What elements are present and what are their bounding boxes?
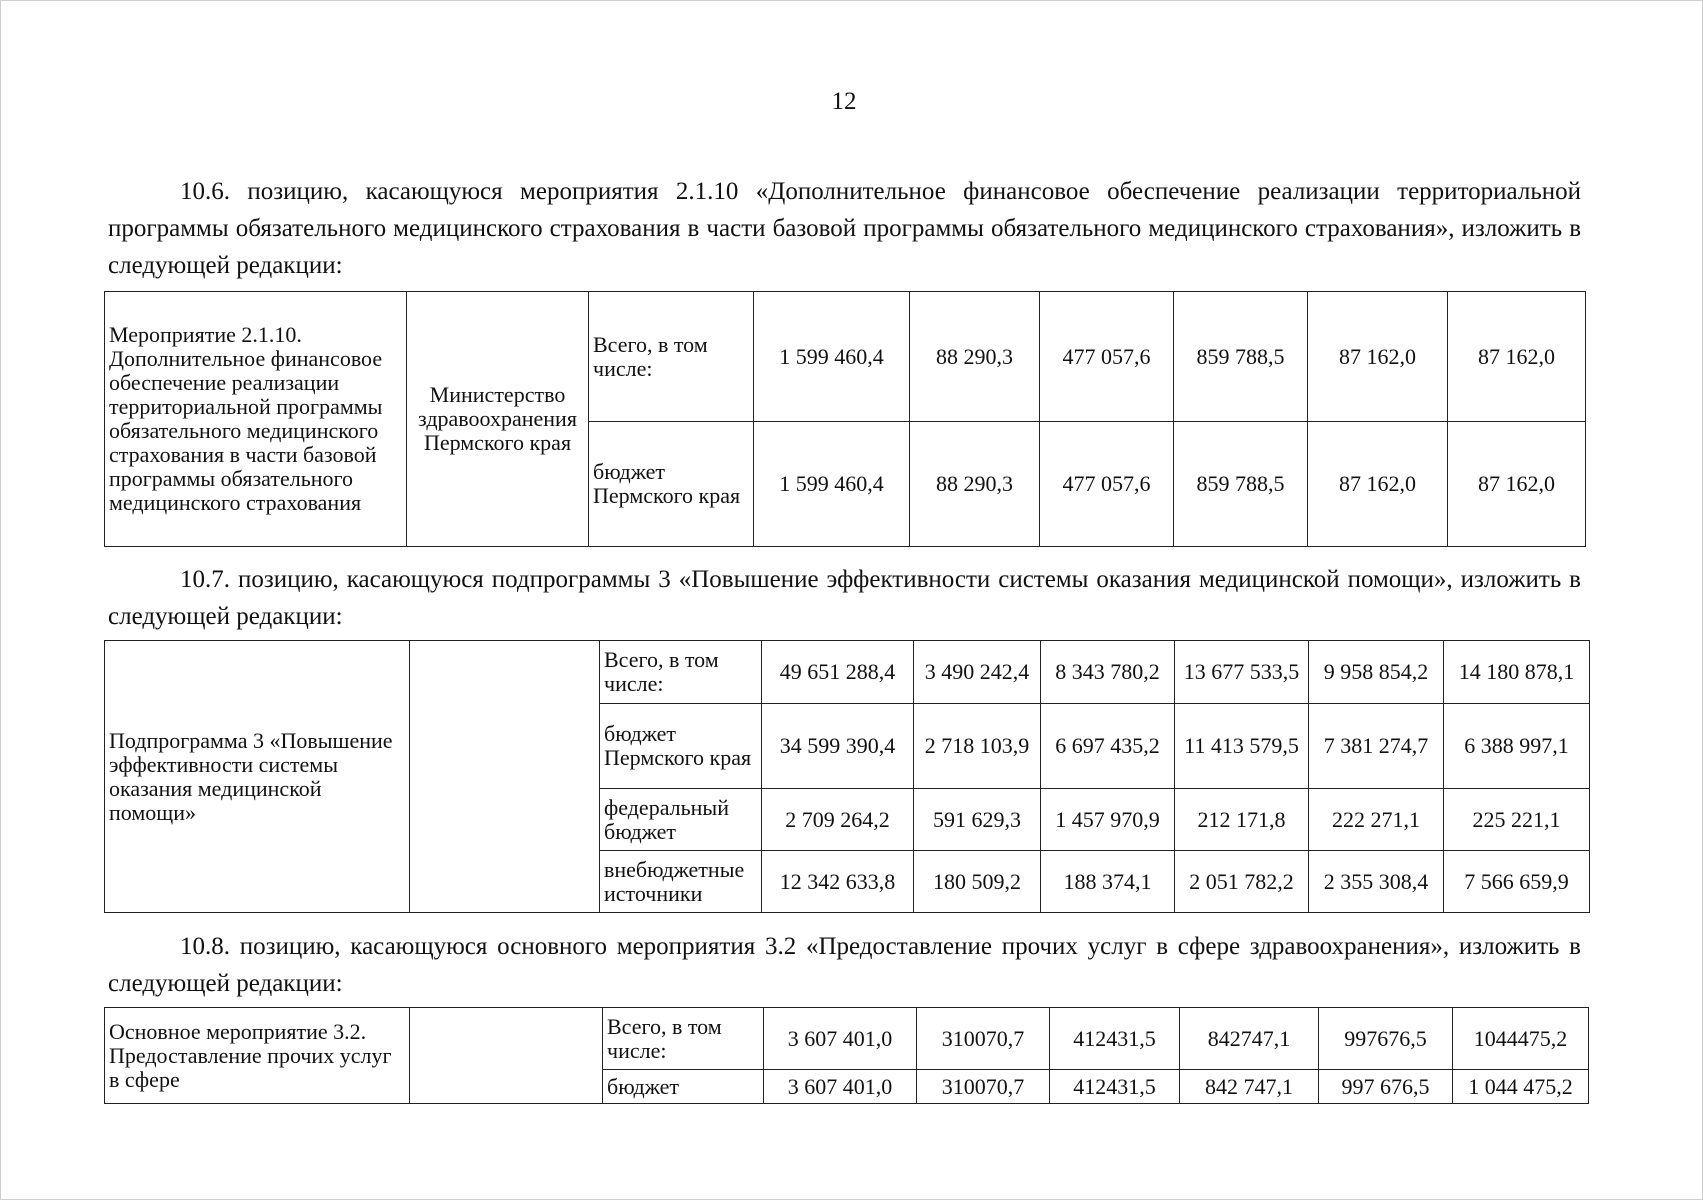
table-cell-executor [410, 1008, 603, 1104]
table-cell-value: 212 171,8 [1175, 789, 1309, 851]
table-cell-value: 859 788,5 [1174, 292, 1308, 422]
table-cell-source: Всего, в том числе: [589, 292, 754, 422]
table-cell-source: бюджет Пермского края [589, 422, 754, 547]
table-cell-value: 859 788,5 [1174, 422, 1308, 547]
table-cell-value: 34 599 390,4 [762, 704, 914, 789]
table-cell-value: 8 343 780,2 [1041, 641, 1175, 704]
table-cell-source: бюджет Пермского края [600, 704, 762, 789]
table-cell-value: 6 388 997,1 [1444, 704, 1590, 789]
table-cell-executor: Министерство здравоохранения Пермского края [407, 292, 589, 547]
table-cell-value: 3 490 242,4 [914, 641, 1041, 704]
table-cell-value: 12 342 633,8 [762, 851, 914, 913]
table-cell-value: 7 566 659,9 [1444, 851, 1590, 913]
table-cell-value: 7 381 274,7 [1309, 704, 1444, 789]
table-cell-source: Всего, в том числе: [600, 641, 762, 704]
table-cell-value: 1 599 460,4 [754, 422, 910, 547]
table-cell-value: 591 629,3 [914, 789, 1041, 851]
table-cell-name: Мероприятие 2.1.10. Дополнительное финансовое обеспечение реализации территориальной программы обязательного медицинского страхования в части базовой программы обязательного медицинского страхования [105, 292, 407, 547]
table-cell-value: 1 457 970,9 [1041, 789, 1175, 851]
table-cell-value: 6 697 435,2 [1041, 704, 1175, 789]
table-cell-value: 2 355 308,4 [1309, 851, 1444, 913]
table-cell-value: 180 509,2 [914, 851, 1041, 913]
table-cell-value: 1 044 475,2 [1453, 1070, 1589, 1104]
table-cell-value: 3 607 401,0 [764, 1070, 917, 1104]
table-cell-value: 1 599 460,4 [754, 292, 910, 422]
table-cell-value: 412431,5 [1050, 1070, 1180, 1104]
table-cell-value: 14 180 878,1 [1444, 641, 1590, 704]
table-cell-value: 87 162,0 [1308, 292, 1448, 422]
table-cell-value: 225 221,1 [1444, 789, 1590, 851]
table-cell-source: внебюджетные источники [600, 851, 762, 913]
table-cell-value: 477 057,6 [1040, 422, 1174, 547]
table-cell-value: 2 718 103,9 [914, 704, 1041, 789]
table-cell-source: федеральный бюджет [600, 789, 762, 851]
table-10-7 [104, 640, 1590, 913]
table-10-6 [104, 291, 1586, 547]
section-10-6-intro: 10.6. позицию, касающуюся мероприятия 2.1.10 «Дополнительное финансовое обеспечение реализации территориальной программы обязательного медицинского страхования в части базовой программы обязательного медицинского страхования», изложить в следующей редакции: [108, 178, 1581, 279]
table-cell-value: 9 958 854,2 [1309, 641, 1444, 704]
table-cell-value: 88 290,3 [910, 422, 1040, 547]
table-cell-value: 87 162,0 [1448, 292, 1586, 422]
table-cell-source: Всего, в том числе: [603, 1008, 764, 1070]
table-cell-value: 2 709 264,2 [762, 789, 914, 851]
table-cell-value: 842 747,1 [1180, 1070, 1319, 1104]
table-cell-value: 310070,7 [917, 1070, 1050, 1104]
page-number: 12 [831, 88, 857, 115]
section-10-8-intro: 10.8. позицию, касающуюся основного мероприятия 3.2 «Предоставление прочих услуг в сфере здравоохранения», изложить в следующей редакции: [108, 933, 1581, 997]
table-cell-value: 1044475,2 [1453, 1008, 1589, 1070]
table-cell-name: Подпрограмма 3 «Повышение эффективности системы оказания медицинской помощи» [105, 641, 410, 913]
table-10-8 [104, 1007, 1589, 1104]
table-cell-value: 3 607 401,0 [764, 1008, 917, 1070]
table-cell-value: 842747,1 [1180, 1008, 1319, 1070]
table-cell-value: 11 413 579,5 [1175, 704, 1309, 789]
table-cell-name: Основное мероприятие 3.2. Предоставление прочих услуг в сфере [105, 1008, 410, 1104]
table-cell-value: 997 676,5 [1319, 1070, 1453, 1104]
table-cell-value: 88 290,3 [910, 292, 1040, 422]
section-10-7-intro: 10.7. позицию, касающуюся подпрограммы 3 «Повышение эффективности системы оказания медицинской помощи», изложить в следующей редакции: [108, 566, 1581, 630]
table-cell-value: 412431,5 [1050, 1008, 1180, 1070]
table-cell-executor [410, 641, 600, 913]
table-cell-value: 49 651 288,4 [762, 641, 914, 704]
table-cell-value: 310070,7 [917, 1008, 1050, 1070]
table-cell-value: 997676,5 [1319, 1008, 1453, 1070]
table-cell-value: 222 271,1 [1309, 789, 1444, 851]
table-cell-source: бюджет [603, 1070, 764, 1104]
table-cell-value: 87 162,0 [1308, 422, 1448, 547]
table-cell-value: 87 162,0 [1448, 422, 1586, 547]
table-cell-value: 13 677 533,5 [1175, 641, 1309, 704]
table-cell-value: 188 374,1 [1041, 851, 1175, 913]
table-cell-value: 2 051 782,2 [1175, 851, 1309, 913]
table-cell-value: 477 057,6 [1040, 292, 1174, 422]
